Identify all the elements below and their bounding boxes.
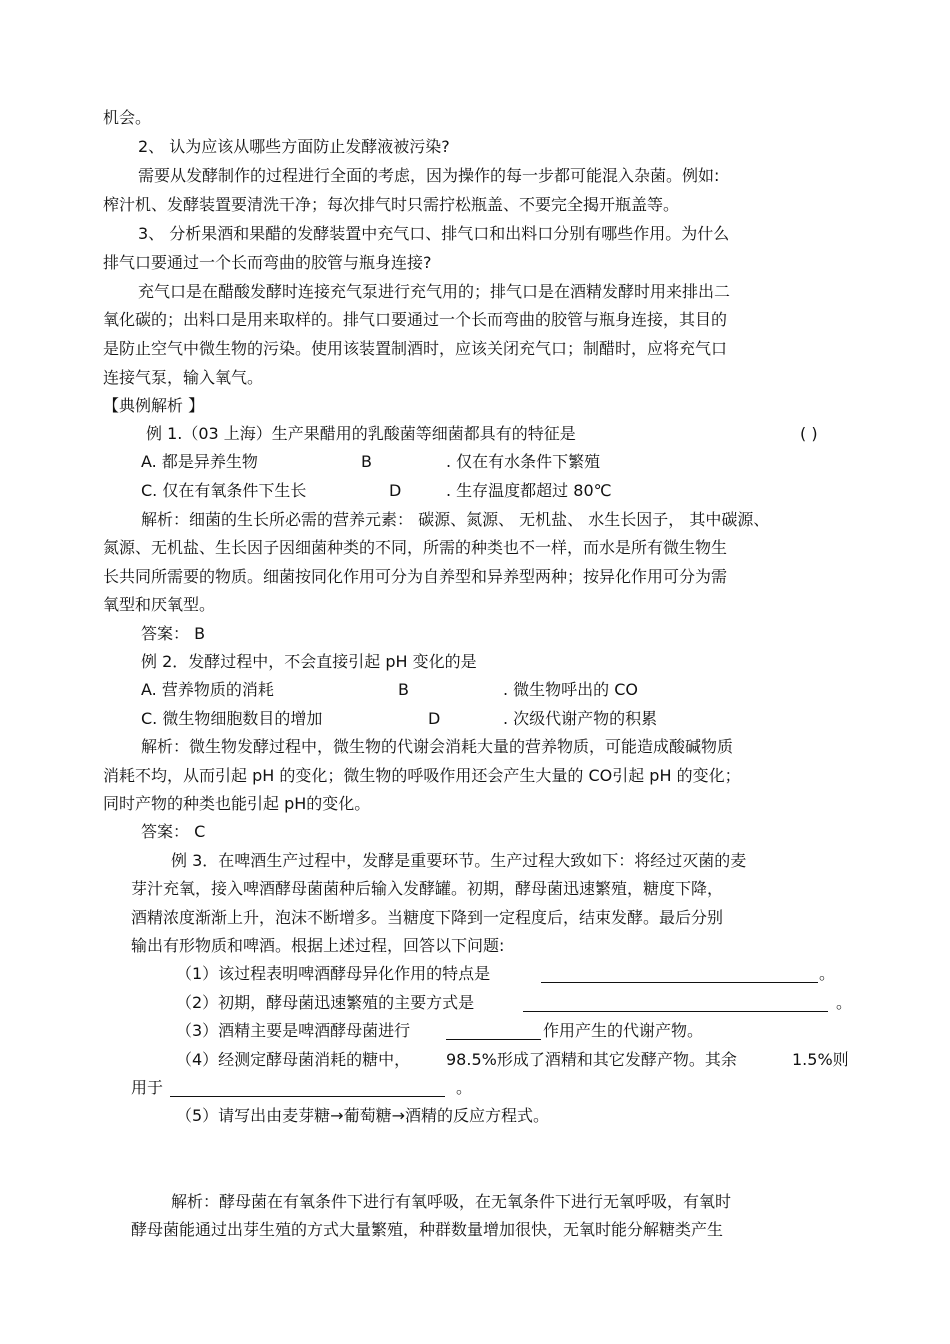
question-heading: 2、 认为应该从哪些方面防止发酵液被污染? xyxy=(138,137,450,156)
analysis-line: 消耗不均，从而引起 pH 的变化；微生物的呼吸作用还会产生大量的 CO引起 pH 的变化； xyxy=(103,766,741,785)
analysis-line: 解析：微生物发酵过程中，微生物的代谢会消耗大量的营养物质，可能造成酸碱物质 xyxy=(141,737,734,756)
sub-question-4-cont: 用于 xyxy=(131,1078,164,1097)
analysis-line: 氮源、无机盐、生长因子因细菌种类的不同，所需的种类也不一样，而水是所有微生物生 xyxy=(103,538,728,557)
sub-question-5: （5）请写出由麦芽糖→葡萄糖→酒精的反应方程式。 xyxy=(176,1106,549,1125)
option-b: . 仅在有水条件下繁殖 xyxy=(446,452,601,471)
example-question: 例 2．发酵过程中，不会直接引起 pH 变化的是 xyxy=(141,652,477,671)
option-c: C. 微生物细胞数目的增加 xyxy=(141,709,323,728)
answer-line: 答案： C xyxy=(141,822,206,841)
sub-question-1: （1）该过程表明啤酒酵母异化作用的特点是 xyxy=(176,964,491,983)
text-line: 输出有形物质和啤酒。根据上述过程，回答以下问题: xyxy=(131,936,505,955)
sub-question-3-tail: 作用产生的代谢产物。 xyxy=(543,1021,704,1040)
answer-bracket: ( ) xyxy=(800,424,818,443)
analysis-line: 解析：细菌的生长所必需的营养元素： 碳源、氮源、 无机盐、 水生长因子， 其中碳源、 xyxy=(141,510,770,529)
text-line: 氧化碳的；出料口是用来取样的。排气口要通过一个长而弯曲的胶管与瓶身连接，其目的 xyxy=(103,310,728,329)
text-line: 芽汁充氧，接入啤酒酵母菌菌种后输入发酵罐。初期，酵母菌迅速繁殖，糖度下降， xyxy=(131,879,724,898)
text-line: 排气口要通过一个长而弯曲的胶管与瓶身连接? xyxy=(103,253,432,272)
analysis-line: 酵母菌能通过出芽生殖的方式大量繁殖，种群数量增加很快，无氧时能分解糖类产生 xyxy=(131,1220,724,1239)
analysis-line: 同时产物的种类也能引起 pH的变化。 xyxy=(103,794,371,813)
sub-question-4-mid: 98.5%形成了酒精和其它发酵产物。其余 xyxy=(446,1050,737,1069)
option-a: A. 营养物质的消耗 xyxy=(141,680,274,699)
answer-line: 答案： B xyxy=(141,624,206,643)
analysis-line: 长共同所需要的物质。细菌按同化作用可分为自养型和异养型两种；按异化作用可分为需 xyxy=(103,567,728,586)
text-line: 充气口是在醋酸发酵时连接充气泵进行充气用的；排气口是在酒精发酵时用来排出二 xyxy=(138,282,731,301)
analysis-line: 氧型和厌氧型。 xyxy=(103,595,216,614)
option-d: . 次级代谢产物的积累 xyxy=(503,709,658,728)
option-c: C. 仅在有氧条件下生长 xyxy=(141,481,307,500)
sub-question-2: （2）初期，酵母菌迅速繁殖的主要方式是 xyxy=(176,993,475,1012)
text-line: 是防止空气中微生物的污染。使用该装置制酒时，应该关闭充气口；制醋时，应将充气口 xyxy=(103,339,728,358)
example-question: 例 1.（03 上海）生产果醋用的乳酸菌等细菌都具有的特征是 xyxy=(146,424,576,443)
option-b-letter: B xyxy=(398,680,409,699)
option-b-letter: B xyxy=(361,452,372,471)
section-heading: 【典例解析 】 xyxy=(103,396,205,415)
sub-question-4-tail: 1.5%则 xyxy=(792,1050,849,1069)
option-d: . 生存温度都超过 80℃ xyxy=(446,481,612,500)
text-line: 机会。 xyxy=(103,108,152,127)
answer-blank[interactable] xyxy=(523,995,828,1012)
answer-blank[interactable] xyxy=(446,1023,541,1040)
punctuation: 。 xyxy=(456,1078,473,1097)
option-a: A. 都是异养生物 xyxy=(141,452,258,471)
answer-blank[interactable] xyxy=(170,1080,445,1097)
punctuation: 。 xyxy=(819,964,836,983)
option-d-letter: D xyxy=(428,709,441,728)
sub-question-3: （3）酒精主要是啤酒酵母菌进行 xyxy=(176,1021,411,1040)
question-heading: 3、 分析果酒和果醋的发酵装置中充气口、排气口和出料口分别有哪些作用。为什么 xyxy=(138,224,730,243)
text-line: 酒精浓度渐渐上升，泡沫不断增多。当糖度下降到一定程度后，结束发酵。最后分别 xyxy=(131,908,724,927)
answer-blank[interactable] xyxy=(541,966,818,983)
analysis-line: 解析：酵母菌在有氧条件下进行有氧呼吸，在无氧条件下进行无氧呼吸，有氧时 xyxy=(171,1192,732,1211)
example-question: 例 3．在啤酒生产过程中，发酵是重要环节。生产过程大致如下：将经过灭菌的麦 xyxy=(171,851,747,870)
text-line: 需要从发酵制作的过程进行全面的考虑，因为操作的每一步都可能混入杂菌。例如: xyxy=(138,166,720,185)
option-b: . 微生物呼出的 CO xyxy=(503,680,639,699)
sub-question-4: （4）经测定酵母菌消耗的糖中， xyxy=(176,1050,411,1069)
text-line: 连接气泵，输入氧气。 xyxy=(103,368,264,387)
punctuation: 。 xyxy=(836,993,853,1012)
text-line: 榨汁机、发酵装置要清洗干净；每次排气时只需拧松瓶盖、不要完全揭开瓶盖等。 xyxy=(103,195,680,214)
option-d-letter: D xyxy=(389,481,402,500)
